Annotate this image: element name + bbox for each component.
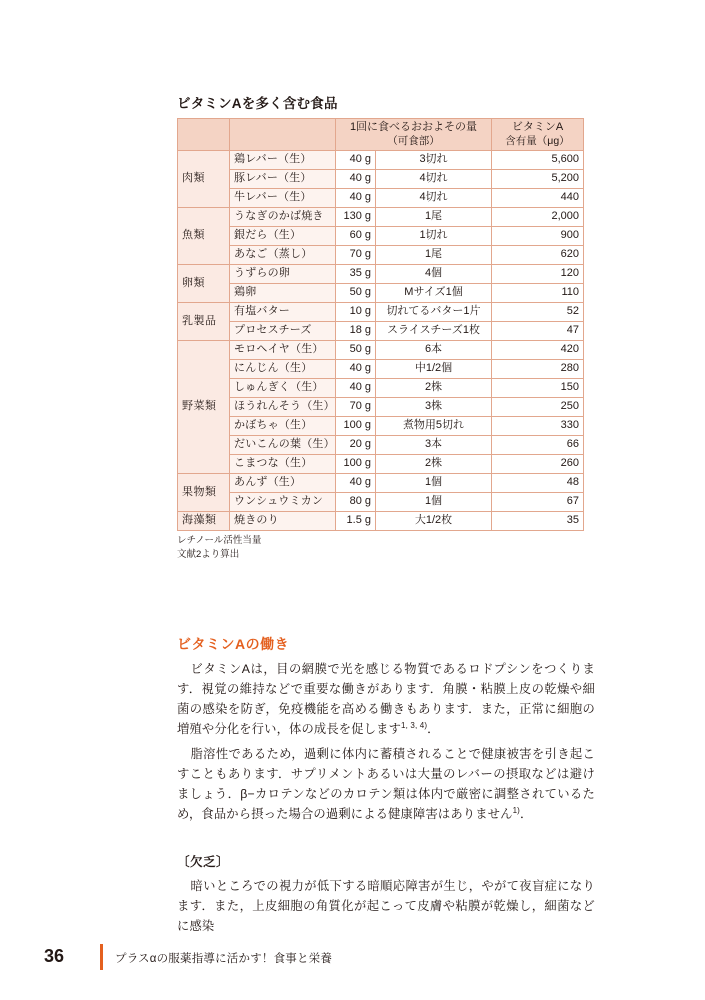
table-cell-value: 47 [492, 321, 584, 340]
table-header-group [178, 119, 230, 151]
table-cell-food: だいこんの葉（生） [230, 435, 336, 454]
table-cell-food: あなご（蒸し） [230, 245, 336, 264]
table-cell-group: 海藻類 [178, 511, 230, 530]
table-cell-portion: 1個 [376, 473, 492, 492]
table-row [178, 378, 584, 397]
table-cell-amount: 40 g [336, 473, 376, 492]
vitamin-a-food-table-block [177, 92, 583, 561]
paragraph-vitamin-a-role [177, 660, 595, 740]
table-header-portion-sub: （可食部） [387, 134, 440, 147]
table-cell-food: しゅんぎく（生） [230, 378, 336, 397]
table-header-portion [336, 119, 492, 151]
table-cell-amount: 40 g [336, 359, 376, 378]
section-deficiency [177, 851, 595, 870]
table-cell-amount: 80 g [336, 492, 376, 511]
table-row [178, 435, 584, 454]
vitamin-a-food-table [177, 118, 584, 531]
footer-accent-bar [100, 944, 103, 970]
table-cell-food: 鶏卵 [230, 283, 336, 302]
table-header-portion-main: 1回に食べるおおよその量 [349, 121, 478, 133]
table-cell-value: 5,200 [492, 169, 584, 188]
page-number: 36 [44, 946, 65, 966]
table-row [178, 302, 584, 321]
table-cell-amount: 40 g [336, 169, 376, 188]
paragraph-vitamin-a-role-tail: ． [427, 721, 440, 736]
paragraph-block-2 [177, 745, 595, 825]
table-notes [177, 534, 583, 562]
section-heading-vitamin-a-function: ビタミンAの働き [177, 636, 290, 652]
table-cell-food: モロヘイヤ（生） [230, 340, 336, 359]
table-note-1: 文献2より算出 [177, 548, 240, 560]
table-cell-portion: 切れてるバター1片 [376, 302, 492, 321]
table-header-value [492, 119, 584, 151]
table-row [178, 188, 584, 207]
table-cell-portion: 3切れ [376, 150, 492, 169]
table-cell-amount: 18 g [336, 321, 376, 340]
table-cell-value: 66 [492, 435, 584, 454]
table-cell-food: うずらの卵 [230, 264, 336, 283]
table-row [178, 169, 584, 188]
table-cell-portion: 4切れ [376, 169, 492, 188]
table-cell-portion: 1尾 [376, 207, 492, 226]
table-cell-portion: 1切れ [376, 226, 492, 245]
page-footer [0, 944, 705, 984]
table-cell-food: 牛レバー（生） [230, 188, 336, 207]
paragraph-block-1 [177, 660, 595, 740]
table-row [178, 359, 584, 378]
table-cell-amount: 130 g [336, 207, 376, 226]
table-cell-portion: 1個 [376, 492, 492, 511]
table-head [178, 119, 584, 151]
paragraph-fat-soluble [177, 745, 595, 825]
paragraph-fat-soluble-text: 脂溶性であるため，過剰に体内に蓄積されることで健康被害を引き起こすこともあります．サプリメントあるいは大量のレバーの摂取などは避けましょう．β−カロテンなどのカロテン類は体内で厳密に調整されているため，食品から摂った場合の過剰による健康障害はありません [177, 747, 595, 821]
table-cell-food: にんじん（生） [230, 359, 336, 378]
table-cell-value: 48 [492, 473, 584, 492]
table-row [178, 245, 584, 264]
paragraph-deficiency: 暗いところでの視力が低下する暗順応障害が生じ，やがて夜盲症になります．また，上皮細胞の角質化が起こって皮膚や粘膜が乾燥し，細菌などに感染 [177, 879, 595, 933]
table-row [178, 150, 584, 169]
table-cell-food: 豚レバー（生） [230, 169, 336, 188]
table-cell-group: 果物類 [178, 473, 230, 511]
table-cell-portion: 大1/2枚 [376, 511, 492, 530]
paragraph-block-3 [177, 877, 595, 937]
table-header-food [230, 119, 336, 151]
table-row [178, 340, 584, 359]
table-note-0: レチノール活性当量 [177, 534, 262, 546]
table-cell-portion: スライスチーズ1枚 [376, 321, 492, 340]
table-row [178, 454, 584, 473]
subheading-deficiency: 〔欠乏〕 [177, 855, 229, 869]
table-cell-amount: 60 g [336, 226, 376, 245]
table-cell-group: 肉類 [178, 150, 230, 207]
table-cell-portion: 3株 [376, 397, 492, 416]
table-cell-amount: 1.5 g [336, 511, 376, 530]
table-cell-food: 鶏レバー（生） [230, 150, 336, 169]
table-cell-value: 150 [492, 378, 584, 397]
table-header-row [178, 119, 584, 151]
table-row [178, 492, 584, 511]
table-cell-amount: 50 g [336, 340, 376, 359]
table-cell-value: 52 [492, 302, 584, 321]
table-cell-group: 魚類 [178, 207, 230, 264]
section-vitamin-a-function [177, 634, 595, 654]
table-cell-food: 焼きのり [230, 511, 336, 530]
table-cell-amount: 50 g [336, 283, 376, 302]
table-cell-portion: 2株 [376, 454, 492, 473]
table-cell-value: 35 [492, 511, 584, 530]
table-cell-amount: 70 g [336, 245, 376, 264]
table-cell-food: ウンシュウミカン [230, 492, 336, 511]
table-cell-food: こまつな（生） [230, 454, 336, 473]
table-cell-value: 330 [492, 416, 584, 435]
table-cell-food: かぼちゃ（生） [230, 416, 336, 435]
table-cell-food: 有塩バター [230, 302, 336, 321]
table-cell-amount: 100 g [336, 454, 376, 473]
table-row [178, 226, 584, 245]
table-row [178, 473, 584, 492]
table-cell-group: 野菜類 [178, 340, 230, 473]
table-cell-portion: Mサイズ1個 [376, 283, 492, 302]
table-cell-value: 67 [492, 492, 584, 511]
table-cell-food: プロセスチーズ [230, 321, 336, 340]
table-cell-group: 卵類 [178, 264, 230, 302]
table-title: ビタミンAを多く含む食品 [177, 96, 338, 111]
table-cell-food: ほうれんそう（生） [230, 397, 336, 416]
table-cell-food: うなぎのかば焼き [230, 207, 336, 226]
table-row [178, 264, 584, 283]
table-cell-amount: 70 g [336, 397, 376, 416]
table-cell-amount: 35 g [336, 264, 376, 283]
table-cell-portion: 4個 [376, 264, 492, 283]
table-cell-portion: 中1/2個 [376, 359, 492, 378]
table-cell-amount: 40 g [336, 188, 376, 207]
table-cell-portion: 2株 [376, 378, 492, 397]
table-cell-amount: 40 g [336, 150, 376, 169]
table-cell-value: 120 [492, 264, 584, 283]
table-row [178, 416, 584, 435]
table-cell-value: 900 [492, 226, 584, 245]
table-cell-food: 銀だら（生） [230, 226, 336, 245]
table-header-value-main: ビタミンA [511, 121, 564, 133]
table-body [178, 150, 584, 530]
table-cell-value: 620 [492, 245, 584, 264]
table-cell-value: 110 [492, 283, 584, 302]
table-cell-amount: 40 g [336, 378, 376, 397]
table-cell-value: 5,600 [492, 150, 584, 169]
table-cell-amount: 20 g [336, 435, 376, 454]
table-cell-portion: 1尾 [376, 245, 492, 264]
table-cell-portion: 4切れ [376, 188, 492, 207]
table-cell-group: 乳製品 [178, 302, 230, 340]
table-cell-value: 260 [492, 454, 584, 473]
paragraph-fat-soluble-tail: ． [520, 806, 533, 821]
table-cell-value: 280 [492, 359, 584, 378]
table-cell-value: 440 [492, 188, 584, 207]
table-row [178, 397, 584, 416]
paragraph-vitamin-a-role-text: ビタミンAは，目の網膜で光を感じる物質であるロドプシンをつくります．視覚の維持などで重要な働きがあります．角膜・粘膜上皮の乾燥や細菌の感染を防ぎ，免疫機能を高める働きもあります．また，正常に細胞の増殖や分化を行い，体の成長を促します [177, 662, 595, 736]
table-cell-portion: 煮物用5切れ [376, 416, 492, 435]
table-row [178, 321, 584, 340]
table-row [178, 511, 584, 530]
table-cell-value: 2,000 [492, 207, 584, 226]
reference-marker-2: 1) [512, 805, 520, 815]
table-cell-value: 250 [492, 397, 584, 416]
table-cell-portion: 6本 [376, 340, 492, 359]
table-cell-portion: 3本 [376, 435, 492, 454]
footer-running-title: プラスαの服薬指導に活かす！食事と栄養 [115, 953, 333, 965]
table-cell-food: あんず（生） [230, 473, 336, 492]
table-cell-amount: 10 g [336, 302, 376, 321]
table-row [178, 207, 584, 226]
reference-marker-1: 1, 3, 4) [401, 720, 428, 730]
table-header-value-sub: 含有量（μg） [505, 134, 570, 147]
table-cell-value: 420 [492, 340, 584, 359]
table-row [178, 283, 584, 302]
table-cell-amount: 100 g [336, 416, 376, 435]
